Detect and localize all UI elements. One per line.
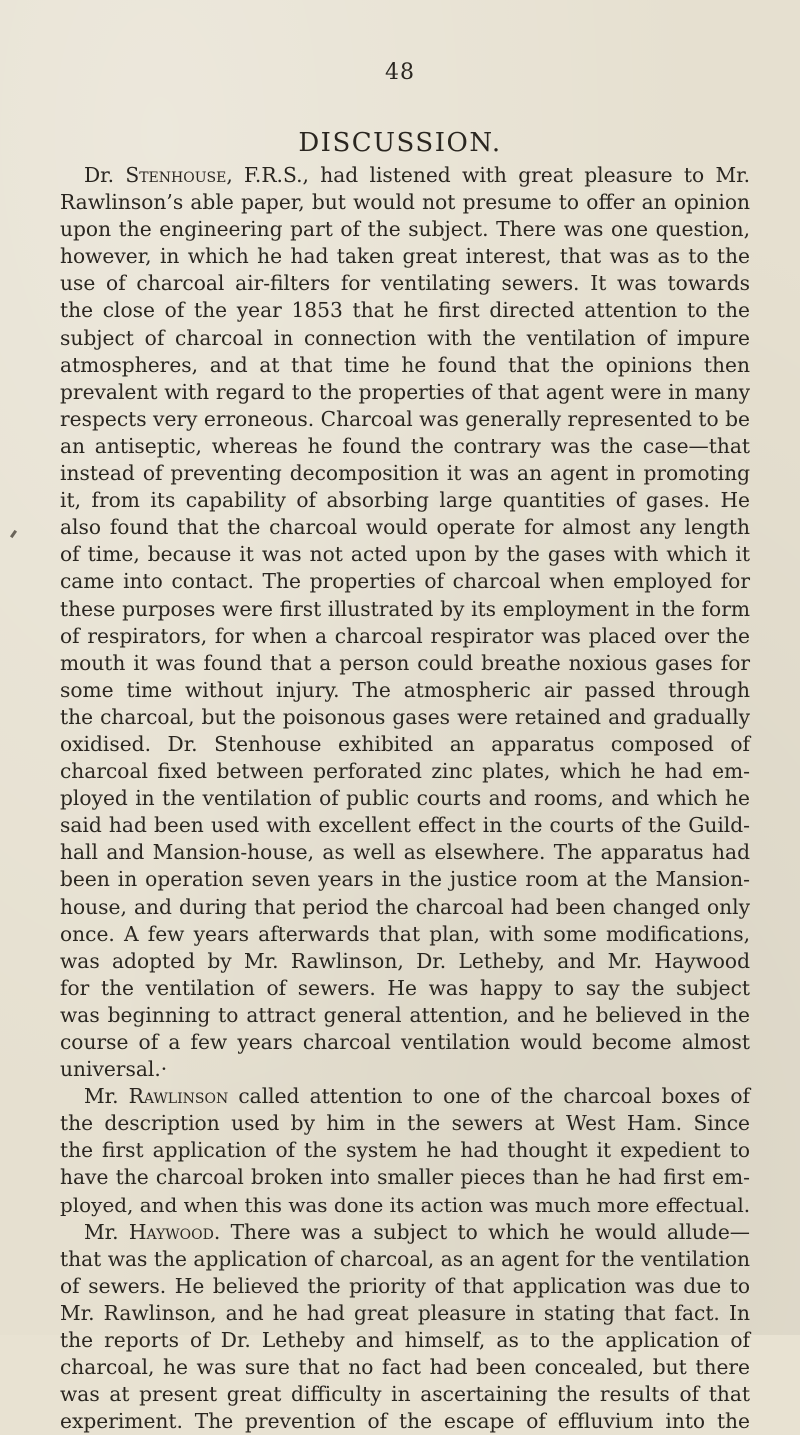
speaker-name: Stenhouse: [125, 163, 227, 187]
text-line: [60, 1056, 750, 1083]
text-line: [60, 243, 750, 270]
text-line: [60, 1408, 750, 1435]
speaker-name: Rawlinson: [128, 1084, 229, 1109]
text-line: [60, 1002, 750, 1029]
text-line: [60, 921, 750, 948]
speaker-name: Haywood: [128, 1219, 214, 1244]
text-segment: the charcoal, but the poisonous gases were retained and gradually: [60, 704, 750, 729]
text-line: [60, 216, 750, 243]
text-segment: of time, because it was not acted upon by the gases with which it: [60, 542, 750, 567]
text-segment: an antiseptic, whereas he found the contrary was the case—that: [60, 433, 750, 458]
text-line: [60, 514, 750, 541]
text-line: [60, 1273, 750, 1300]
text-segment: ployed in the ventilation of public courts and rooms, and which he: [60, 786, 750, 811]
text-segment: Rawlinson’s able paper, but would not presume to offer an opinion: [60, 190, 750, 215]
text-line: [60, 1029, 750, 1056]
page-number: 48: [385, 60, 415, 85]
text-line: [60, 1327, 750, 1354]
text-segment: some time without injury. The atmospheric air passed through: [60, 677, 750, 702]
text-line: [60, 541, 750, 568]
text-segment: universal.·: [60, 1057, 168, 1082]
text-segment: mouth it was found that a person could breathe noxious gases for: [60, 650, 750, 675]
text-segment: was beginning to attract general attention, and he believed in the: [60, 1002, 750, 1027]
text-line: [60, 352, 750, 379]
text-segment: that was the application of charcoal, as an agent for the ventilation: [60, 1246, 750, 1271]
text-segment: atmospheres, and at that time he found that the opinions then: [60, 352, 750, 377]
text-segment: once. A few years afterwards that plan, with some modifications,: [60, 921, 750, 946]
text-segment: upon the engineering part of the subject. There was one question,: [60, 217, 750, 242]
text-line: [60, 487, 750, 514]
text-line: [60, 758, 750, 785]
text-segment: been in operation seven years in the justice room at the Mansion-: [60, 867, 750, 892]
text-line: [60, 1164, 750, 1191]
text-segment: of respirators, for when a charcoal respirator was placed over the: [60, 623, 750, 648]
text-line: [60, 568, 750, 595]
text-segment: came into contact. The properties of charcoal when employed for: [60, 569, 750, 594]
text-line: [60, 1246, 750, 1273]
text-segment: ployed, and when this was done its action was much more effectual.: [60, 1192, 751, 1217]
text-segment: the first application of the system he had thought it expedient to: [60, 1138, 750, 1163]
text-segment: Mr. Rawlinson, and he had great pleasure in stating that fact. In: [60, 1300, 750, 1325]
text-segment: called attention to one of the charcoal boxes of: [228, 1084, 750, 1109]
text-line: [60, 866, 750, 893]
text-line: [60, 894, 750, 921]
text-segment: subject of charcoal in connection with the ventilation of impure: [60, 325, 750, 350]
text-segment: said had been used with excellent effect in the courts of the Guild-: [60, 813, 750, 838]
text-line: [60, 1300, 750, 1327]
text-segment: course of a few years charcoal ventilation would become almost: [60, 1030, 750, 1054]
text-line: [60, 785, 750, 812]
text-line: [60, 297, 750, 324]
text-segment: experiment. The prevention of the escape of effluvium into the: [60, 1409, 750, 1434]
text-segment: charcoal fixed between perforated zinc plates, which he had em-: [60, 759, 750, 784]
text-line: [60, 677, 750, 704]
text-segment: it, from its capability of absorbing large quantities of gases. He: [60, 488, 750, 513]
text-line: [60, 1381, 750, 1408]
text-line: [60, 596, 750, 623]
text-line: [60, 812, 750, 839]
text-line: [60, 162, 750, 189]
text-line: [60, 1192, 750, 1219]
text-segment: respects very erroneous. Charcoal was generally represented to be: [60, 406, 750, 431]
text-line: [60, 975, 750, 1002]
text-segment: oxidised. Dr. Stenhouse exhibited an apparatus composed of: [60, 731, 750, 756]
text-line: [60, 731, 750, 758]
text-line: [60, 433, 750, 460]
text-line: [60, 189, 750, 216]
text-line: [60, 270, 750, 297]
text-segment: the description used by him in the sewers at West Ham. Since: [60, 1111, 750, 1136]
text-line: [60, 1083, 750, 1110]
text-segment: Dr.: [84, 163, 126, 187]
text-segment: for the ventilation of sewers. He was happy to say the subject: [60, 975, 750, 1000]
text-segment: have the charcoal broken into smaller pieces than he had first em-: [60, 1165, 750, 1190]
text-segment: use of charcoal air-filters for ventilating sewers. It was towards: [60, 271, 750, 296]
section-heading: DISCUSSION.: [298, 128, 502, 158]
text-line: [60, 379, 750, 406]
text-segment: charcoal, he was sure that no fact had been concealed, but there: [60, 1355, 750, 1380]
text-line: [60, 948, 750, 975]
text-segment: , F.R.S., had listened with great pleasure to Mr.: [226, 163, 750, 187]
body-text: [60, 162, 750, 1435]
text-segment: Mr.: [84, 1219, 129, 1244]
margin-mark: [10, 530, 17, 538]
text-line: [60, 1354, 750, 1381]
text-segment: the reports of Dr. Letheby and himself, as to the application of: [60, 1328, 750, 1353]
text-segment: was adopted by Mr. Rawlinson, Dr. Letheby, and Mr. Haywood: [60, 948, 750, 973]
text-line: [60, 325, 750, 352]
text-segment: instead of preventing decomposition it was an agent in promoting: [60, 461, 750, 486]
text-segment: Mr.: [84, 1084, 129, 1109]
text-line: [60, 1219, 750, 1246]
text-segment: these purposes were first illustrated by its employment in the form: [60, 596, 750, 621]
text-line: [60, 839, 750, 866]
text-line: [60, 704, 750, 731]
text-segment: prevalent with regard to the properties of that agent were in many: [60, 379, 750, 404]
text-line: [60, 623, 750, 650]
text-segment: however, in which he had taken great interest, that was as to the: [60, 244, 750, 269]
text-line: [60, 1110, 750, 1137]
text-segment: hall and Mansion-house, as well as elsewhere. The apparatus had: [60, 840, 750, 865]
text-line: [60, 406, 750, 433]
text-segment: was at present great difficulty in ascertaining the results of that: [60, 1382, 750, 1407]
text-line: [60, 460, 750, 487]
text-segment: . There was a subject to which he would allude—: [213, 1219, 750, 1244]
text-segment: of sewers. He believed the priority of that application was due to: [60, 1273, 750, 1298]
text-line: [60, 650, 750, 677]
text-segment: also found that the charcoal would operate for almost any length: [60, 515, 750, 540]
text-segment: the close of the year 1853 that he first directed attention to the: [60, 298, 750, 323]
text-segment: house, and during that period the charcoal had been changed only: [60, 894, 750, 919]
text-line: [60, 1137, 750, 1164]
